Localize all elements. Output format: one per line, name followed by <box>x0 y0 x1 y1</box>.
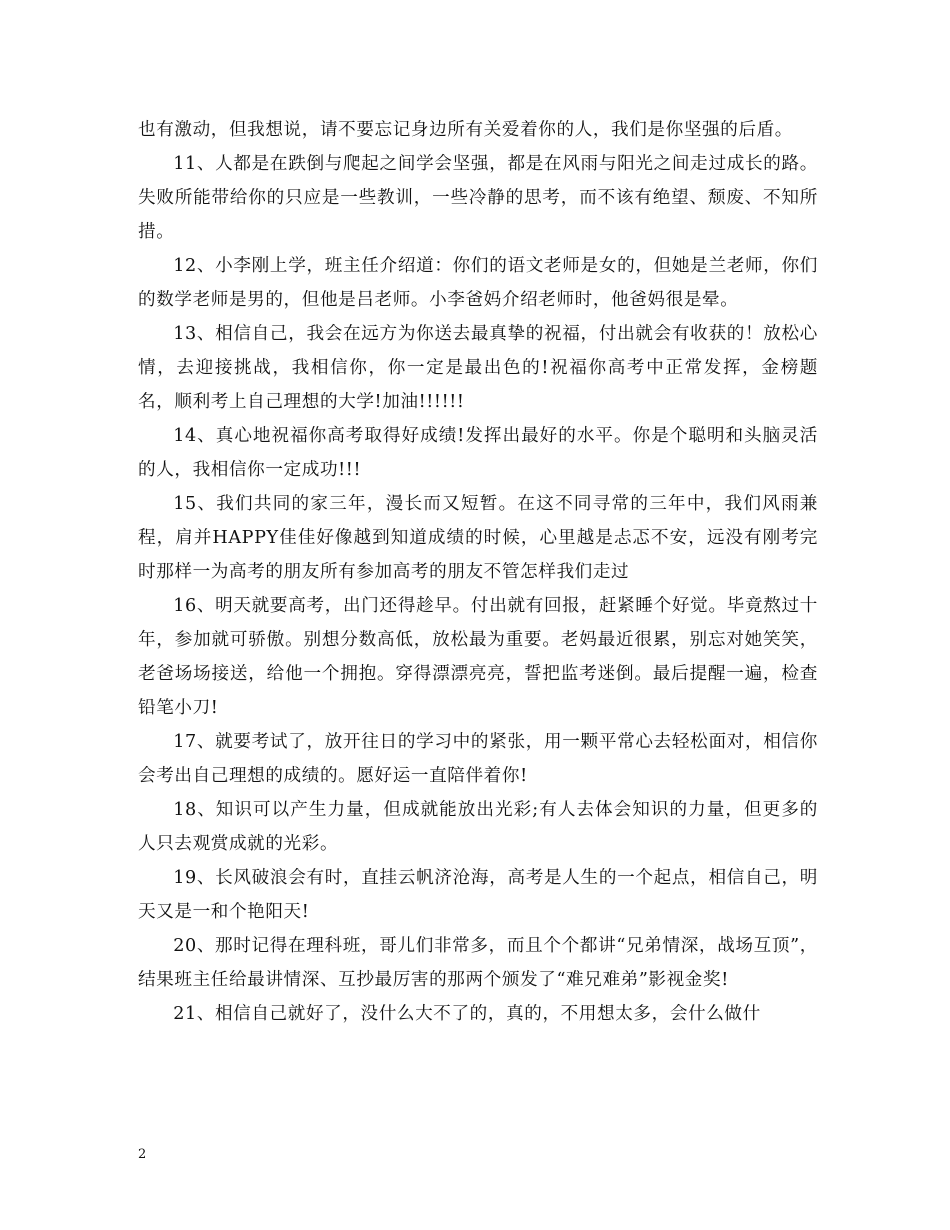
paragraph-14: 14、真心地祝福你高考取得好成绩!发挥出最好的水平。你是个聪明和头脑灵活的人，我相信你一定成功!!! <box>138 426 818 480</box>
paragraph-18: 18、知识可以产生力量，但成就能放出光彩;有人去体会知识的力量，但更多的人只去观赏成就的光彩。 <box>138 800 818 854</box>
paragraph-20: 20、那时记得在理科班，哥儿们非常多，而且个个都讲“兄弟情深，战场互顶”，结果班主任给最讲情深、互抄最厉害的那两个颁发了“难兄难弟”影视金奖! <box>138 936 818 990</box>
paragraph-15: 15、我们共同的家三年，漫长而又短暂。在这不同寻常的三年中，我们风雨兼程，肩并HAPPY佳佳好像越到知道成绩的时候，心里越是忐忑不安，远没有刚考完时那样一为高考的朋友所有参加高考的朋友不管怎样我们走过 <box>138 494 818 582</box>
paragraph-19: 19、长风破浪会有时，直挂云帆济沧海，高考是人生的一个起点，相信自己，明天又是一和个艳阳天! <box>138 868 818 922</box>
paragraph-21: 21、相信自己就好了，没什么大不了的，真的，不用想太多，会什么做什 <box>173 1004 761 1024</box>
document-body <box>138 113 818 1031</box>
paragraph-13: 13、相信自己，我会在远方为你送去最真挚的祝福，付出就会有收获的！放松心情，去迎接挑战，我相信你，你一定是最出色的!祝福你高考中正常发挥，金榜题名，顺利考上自己理想的大学!加油!!!!!! <box>138 324 818 412</box>
paragraph-17: 17、就要考试了，放开往日的学习中的紧张，用一颗平常心去轻松面对，相信你会考出自己理想的成绩的。愿好运一直陪伴着你! <box>138 732 818 786</box>
paragraph-12: 12、小李刚上学，班主任介绍道：你们的语文老师是女的，但她是兰老师，你们的数学老师是男的，但他是吕老师。小李爸妈介绍老师时，他爸妈很是晕。 <box>138 256 818 310</box>
paragraph-16: 16、明天就要高考，出门还得趁早。付出就有回报，赶紧睡个好觉。毕竟熬过十年，参加就可骄傲。别想分数高低，放松最为重要。老妈最近很累，别忘对她笑笑，老爸场场接送，给他一个拥抱。穿得漂漂亮亮，誓把监考迷倒。最后提醒一遍，检查铅笔小刀! <box>138 596 818 718</box>
paragraph-11: 11、人都是在跌倒与爬起之间学会坚强，都是在风雨与阳光之间走过成长的路。失败所能带给你的只应是一些教训，一些冷静的思考，而不该有绝望、颓废、不知所措。 <box>138 154 818 242</box>
page-number: 2 <box>138 1147 147 1162</box>
paragraph-continuation: 也有激动，但我想说，请不要忘记身边所有关爱着你的人，我们是你坚强的后盾。 <box>138 120 793 140</box>
